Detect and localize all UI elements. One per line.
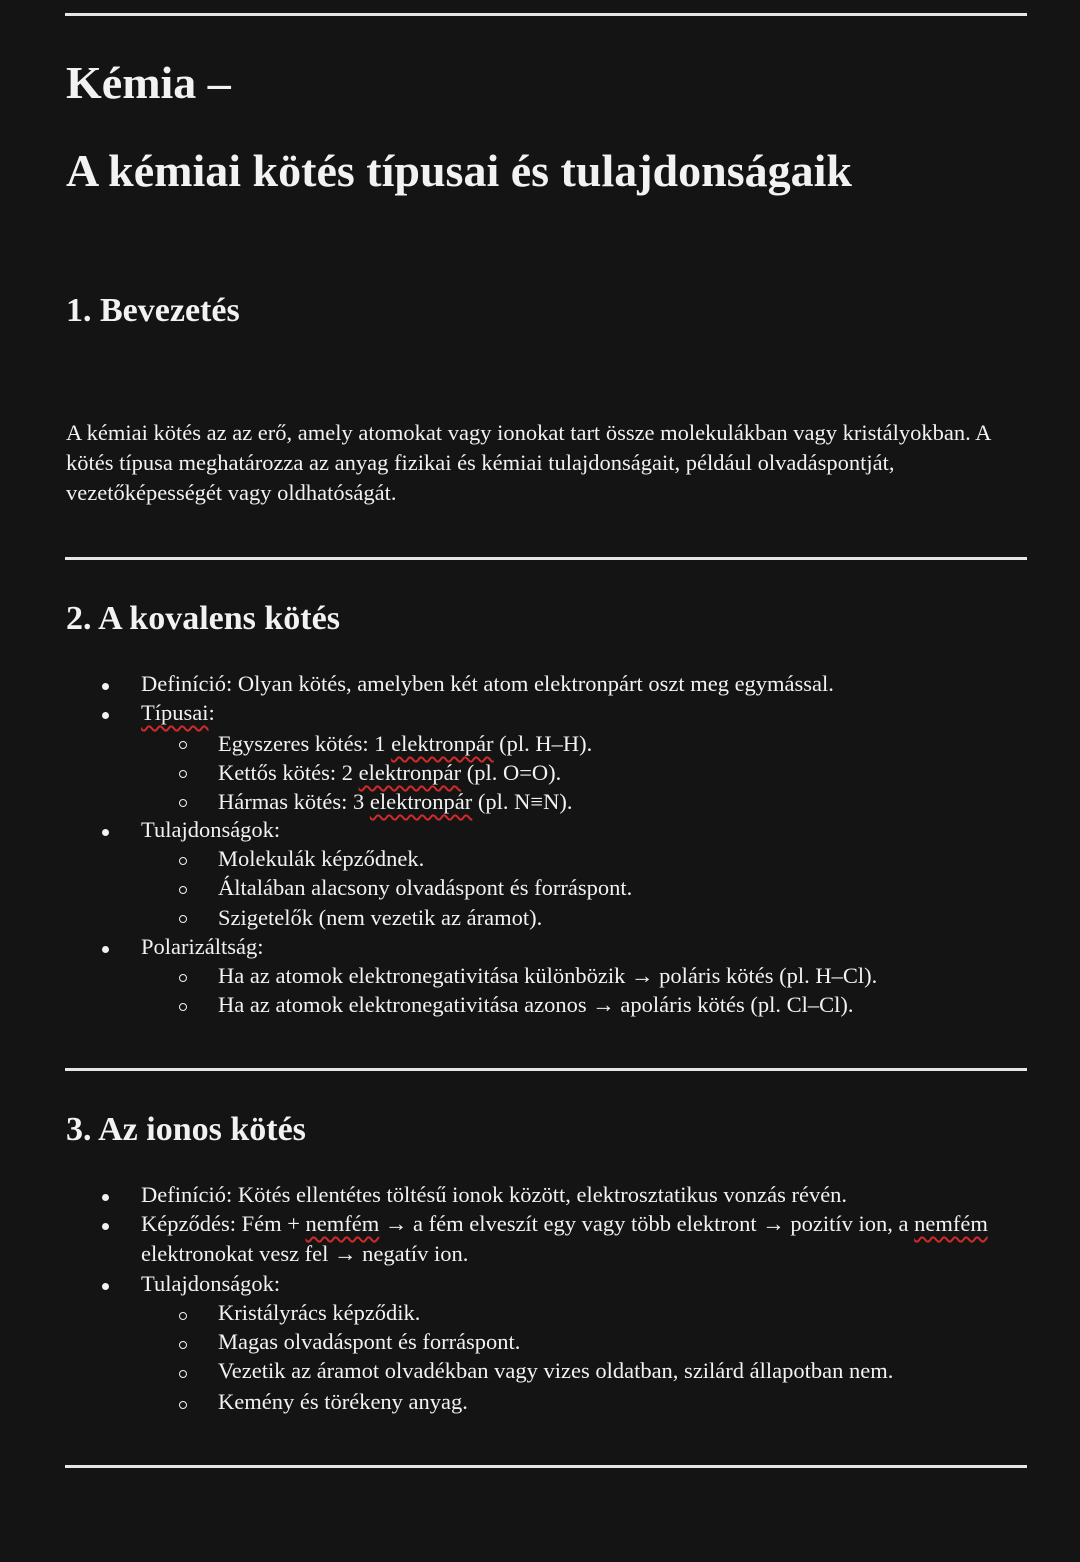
sublist-item: Általában alacsony olvadáspont és forráspont. [218,875,633,900]
sublist-item: Kristályrács képződik. [218,1300,421,1325]
sublist-item: Molekulák képződnek. [218,846,425,871]
intro-paragraph: A kémiai kötés az az erő, amely atomokat vagy ionokat tart össze molekulákban vagy kristályokban. A kötés típusa meghatározza az anyag fizikai és kémiai tulajdonságait, például olvadáspontját, vezetőképességét vagy oldhatóságát. [66,420,991,505]
list-item-types: Típusai: [141,700,215,725]
sublist-item: Ha az atomok elektronegativitása különbözik → poláris kötés (pl. H–Cl). [218,963,878,988]
circle-bullet-icon [179,770,187,778]
misspelled-word: elektronpár [369,789,473,814]
misspelled-word: elektronpár [358,760,462,785]
circle-bullet-icon [179,741,187,749]
circle-bullet-icon [179,1401,187,1409]
sublist-item: Szigetelők (nem vezetik az áramot). [218,905,543,930]
bullet-icon [102,829,109,836]
circle-bullet-icon [179,857,187,865]
list-item-properties: Tulajdonságok: [141,1271,281,1296]
section-heading-ionic: 3. Az ionos kötés [66,1111,306,1148]
bullet-icon [102,1283,109,1290]
sublist-item: Vezetik az áramot olvadékban vagy vizes oldatban, szilárd állapotban nem. [218,1358,894,1383]
list-item-definition: Definíció: Kötés ellentétes töltésű ionok között, elektrosztatikus vonzás révén. [141,1182,848,1207]
section-heading-covalent: 2. A kovalens kötés [66,600,340,637]
circle-bullet-icon [179,915,187,923]
circle-bullet-icon [179,1370,187,1378]
section-heading-intro: 1. Bevezetés [66,292,240,329]
horizontal-rule [65,557,1027,560]
sublist-item: Egyszeres kötés: 1 elektronpár (pl. H–H). [218,731,593,756]
horizontal-rule [65,1465,1027,1468]
horizontal-rule [65,13,1027,16]
circle-bullet-icon [179,974,187,982]
misspelled-word: elektronpár [391,731,494,756]
horizontal-rule [65,1068,1027,1071]
circle-bullet-icon [179,886,187,894]
sublist-item: Ha az atomok elektronegativitása azonos → apoláris kötés (pl. Cl–Cl). [218,992,854,1017]
sublist-item: Magas olvadáspont és forráspont. [218,1329,521,1354]
circle-bullet-icon [179,1312,187,1320]
circle-bullet-icon [179,1341,187,1349]
document-subtitle: A kémiai kötés típusai és tulajdonságaik [66,145,852,196]
document-title: Kémia – [66,57,231,108]
bullet-icon [102,712,109,719]
bullet-icon [102,946,109,953]
list-item-definition: Definíció: Olyan kötés, amelyben két atom elektronpárt oszt meg egymással. [141,671,834,696]
sublist-item: Kemény és törékeny anyag. [218,1389,468,1414]
circle-bullet-icon [179,1003,187,1011]
sublist-item: Hármas kötés: 3 elektronpár (pl. N≡N). [218,789,573,814]
list-item-formation: Képződés: Fém + nemfém → a fém elveszít egy vagy több elektront → pozitív ion, a nemfém elektronokat vesz fel → negatív ion. [141,1211,988,1266]
bullet-icon [102,1223,109,1230]
list-item-properties: Tulajdonságok: [141,817,281,842]
bullet-icon [102,1194,109,1201]
misspelled-word: nemfém [914,1211,988,1236]
circle-bullet-icon [179,799,187,807]
bullet-icon [102,683,109,690]
sublist-item: Kettős kötés: 2 elektronpár (pl. O=O). [218,760,562,785]
list-item-polarity: Polarizáltság: [141,934,264,959]
misspelled-word: nemfém [305,1211,380,1236]
misspelled-word: Típusai [141,700,209,725]
